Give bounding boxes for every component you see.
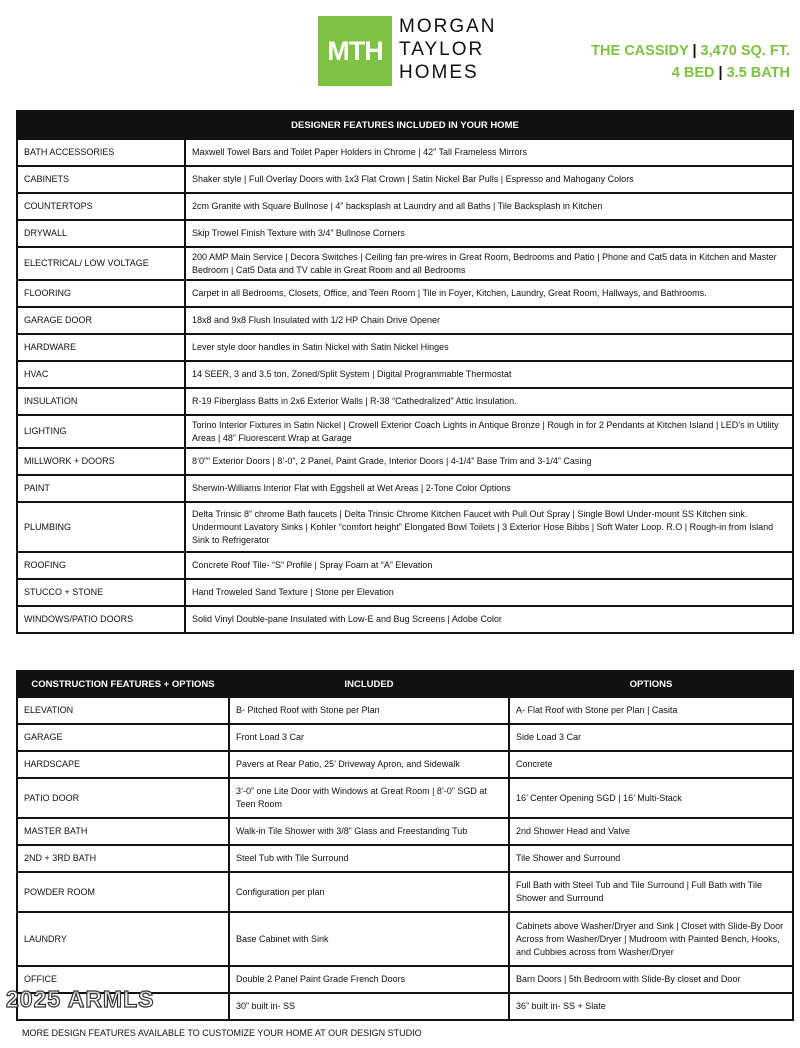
optional-feature: Concrete: [509, 751, 793, 778]
feature-description: Shaker style | Full Overlay Doors with 1x3 Flat Crown | Satin Nickel Bar Pulls | Espresso and Mahogany Colors: [185, 166, 793, 193]
construction-feature-row: [17, 845, 793, 872]
feature-category: HVAC: [17, 361, 185, 388]
feature-description: Delta Trinsic 8” chrome Bath faucets | Delta Trinsic Chrome Kitchen Faucet with Pull Out Spray | Single Bowl Under-mount SS Kitchen sink. Undermount Lavatory Sinks | Kohler “comfort height” Elongated Bowl Toilets | 3 Exterior Hose Bibbs | Soft Water Loop. R.O | Rough-in from Island Sink to Refrigerator: [185, 502, 793, 552]
feature-description: Solid Vinyl Double-pane Insulated with Low-E and Bug Screens | Adobe Color: [185, 606, 793, 633]
optional-feature: Tile Shower and Surround: [509, 845, 793, 872]
feature-category: STUCCO + STONE: [17, 579, 185, 606]
feature-category: DRYWALL: [17, 220, 185, 247]
construction-category: GARAGE: [17, 724, 229, 751]
optional-feature: Barn Doors | 5th Bedroom with Slide-By closet and Door: [509, 966, 793, 993]
feature-category: GARAGE DOOR: [17, 307, 185, 334]
designer-feature-row: [17, 334, 793, 361]
optional-feature: 2nd Shower Head and Valve: [509, 818, 793, 845]
construction-category: POWDER ROOM: [17, 872, 229, 912]
feature-category: BATH ACCESSORIES: [17, 139, 185, 166]
feature-description: Maxwell Towel Bars and Toilet Paper Holders in Chrome | 42” Tall Frameless Mirrors: [185, 139, 793, 166]
optional-feature: Side Load 3 Car: [509, 724, 793, 751]
construction-category: HARDSCAPE: [17, 751, 229, 778]
designer-feature-row: [17, 166, 793, 193]
feature-description: Sherwin-Williams Interior Flat with Eggshell at Wet Areas | 2-Tone Color Options: [185, 475, 793, 502]
model-sqft: 3,470 SQ. FT.: [700, 43, 790, 59]
construction-feature-row: [17, 872, 793, 912]
included-feature: Front Load 3 Car: [229, 724, 509, 751]
logo-mark: MTH: [318, 16, 392, 86]
construction-category: PATIO DOOR: [17, 778, 229, 818]
feature-description: 200 AMP Main Service | Decora Switches | Ceiling fan pre-wires in Great Room, Bedrooms and Patio | Phone and Cat5 data in Kitchen and Master Bedroom | Cat5 Data and TV cable in Great Room and all Bedrooms: [185, 247, 793, 280]
feature-description: Skip Trowel Finish Texture with 3/4” Bullnose Corners: [185, 220, 793, 247]
designer-feature-row: [17, 579, 793, 606]
model-name: THE CASSIDY: [591, 43, 689, 59]
included-feature: Steel Tub with Tile Surround: [229, 845, 509, 872]
designer-feature-row: [17, 606, 793, 633]
optional-feature: 16’ Center Opening SGD | 16’ Multi-Stack: [509, 778, 793, 818]
designer-features-table: [16, 110, 794, 634]
designer-feature-row: [17, 415, 793, 448]
designer-feature-row: [17, 475, 793, 502]
construction-category: OFFICE: [17, 966, 229, 993]
included-feature: 30” built in- SS: [229, 993, 509, 1020]
feature-description: Lever style door handles in Satin Nickel with Satin Nickel Hinges: [185, 334, 793, 361]
feature-description: Torino Interior Fixtures in Satin Nickel | Crowell Exterior Coach Lights in Antique Bronze | Rough in for 2 Pendants at Kitchen Island | LED’s in Utility Areas | 48” Fluorescent Wrap at Garage: [185, 415, 793, 448]
feature-description: 14 SEER, 3 and 3.5 ton, Zoned/Split System | Digital Programmable Thermostat: [185, 361, 793, 388]
construction-feature-row: [17, 724, 793, 751]
designer-feature-row: [17, 193, 793, 220]
designer-feature-row: [17, 502, 793, 552]
designer-feature-row: [17, 552, 793, 579]
feature-category: FLOORING: [17, 280, 185, 307]
feature-category: MILLWORK + DOORS: [17, 448, 185, 475]
feature-description: 2cm Granite with Square Bullnose | 4” backsplash at Laundry and all Baths | Tile Backsplash in Kitchen: [185, 193, 793, 220]
feature-category: ELECTRICAL/ LOW VOLTAGE: [17, 247, 185, 280]
construction-category: LAUNDRY: [17, 912, 229, 966]
construction-category: MASTER BATH: [17, 818, 229, 845]
optional-feature: Cabinets above Washer/Dryer and Sink | Closet with Slide-By Door Across from Washer/Dryer | Mudroom with Painted Bench, Hooks, and Cubbies across from Washer/Dryer: [509, 912, 793, 966]
logo-line: HOMES: [399, 62, 479, 83]
feature-description: Hand Troweled Sand Texture | Stone per Elevation: [185, 579, 793, 606]
designer-feature-row: [17, 307, 793, 334]
included-feature: Base Cabinet with Sink: [229, 912, 509, 966]
included-feature: 3’-0” one Lite Door with Windows at Great Room | 8’-0” SGD at Teen Room: [229, 778, 509, 818]
construction-header-options: OPTIONS: [509, 671, 793, 697]
feature-category: ROOFING: [17, 552, 185, 579]
designer-feature-row: [17, 220, 793, 247]
construction-category: ELEVATION: [17, 697, 229, 724]
feature-category: WINDOWS/PATIO DOORS: [17, 606, 185, 633]
construction-feature-row: [17, 778, 793, 818]
feature-category: LIGHTING: [17, 415, 185, 448]
construction-header-included: INCLUDED: [229, 671, 509, 697]
feature-description: R-19 Fiberglass Batts in 2x6 Exterior Walls | R-38 “Cathedralized” Attic Insulation.: [185, 388, 793, 415]
page-header: [0, 0, 800, 108]
feature-category: CABINETS: [17, 166, 185, 193]
designer-feature-row: [17, 388, 793, 415]
included-feature: Double 2 Panel Paint Grade French Doors: [229, 966, 509, 993]
designer-feature-row: [17, 361, 793, 388]
construction-category: 2ND + 3RD BATH: [17, 845, 229, 872]
optional-feature: A- Flat Roof with Stone per Plan | Casita: [509, 697, 793, 724]
included-feature: Walk-in Tile Shower with 3/8” Glass and Freestanding Tub: [229, 818, 509, 845]
construction-feature-row: [17, 697, 793, 724]
designer-features-title: DESIGNER FEATURES INCLUDED IN YOUR HOME: [17, 111, 793, 139]
designer-feature-row: [17, 280, 793, 307]
included-feature: Pavers at Rear Patio, 25’ Driveway Apron, and Sidewalk: [229, 751, 509, 778]
feature-category: INSULATION: [17, 388, 185, 415]
construction-feature-row: [17, 818, 793, 845]
construction-header-feature: CONSTRUCTION FEATURES + OPTIONS: [17, 671, 229, 697]
feature-category: PAINT: [17, 475, 185, 502]
feature-category: PLUMBING: [17, 502, 185, 552]
feature-description: Concrete Roof Tile- “S” Profile | Spray Foam at “A” Elevation: [185, 552, 793, 579]
watermark: 2025 ARMLS: [6, 986, 155, 1012]
designer-feature-row: [17, 448, 793, 475]
designer-feature-row: [17, 247, 793, 280]
construction-feature-row: [17, 912, 793, 966]
designer-feature-row: [17, 139, 793, 166]
construction-feature-row: [17, 751, 793, 778]
feature-description: Carpet in all Bedrooms, Closets, Office, and Teen Room | Tile in Foyer, Kitchen, Laundry, Great Room, Hallways, and Bathrooms.: [185, 280, 793, 307]
separator: |: [692, 43, 697, 59]
construction-features-table: [16, 670, 794, 1021]
logo-wordmark: [399, 15, 497, 84]
included-feature: Configuration per plan: [229, 872, 509, 912]
feature-description: 8’0”” Exterior Doors | 8’-0”, 2 Panel, Paint Grade, Interior Doors | 4-1/4” Base Trim and 3-1/4” Casing: [185, 448, 793, 475]
logo-line: TAYLOR: [399, 39, 485, 60]
optional-feature: Full Bath with Steel Tub and Tile Surround | Full Bath with Tile Shower and Surround: [509, 872, 793, 912]
optional-feature: 36” built in- SS + Slate: [509, 993, 793, 1020]
feature-category: COUNTERTOPS: [17, 193, 185, 220]
logo-line: MORGAN: [399, 16, 497, 37]
included-feature: B- Pitched Roof with Stone per Plan: [229, 697, 509, 724]
model-summary: [591, 40, 790, 84]
feature-category: HARDWARE: [17, 334, 185, 361]
model-beds: 4 BED: [671, 65, 715, 81]
feature-description: 18x8 and 9x8 Flush Insulated with 1/2 HP Chain Drive Opener: [185, 307, 793, 334]
separator: |: [718, 65, 723, 81]
footer-note: MORE DESIGN FEATURES AVAILABLE TO CUSTOMIZE YOUR HOME AT OUR DESIGN STUDIO: [22, 1028, 422, 1038]
model-baths: 3.5 BATH: [726, 65, 790, 81]
